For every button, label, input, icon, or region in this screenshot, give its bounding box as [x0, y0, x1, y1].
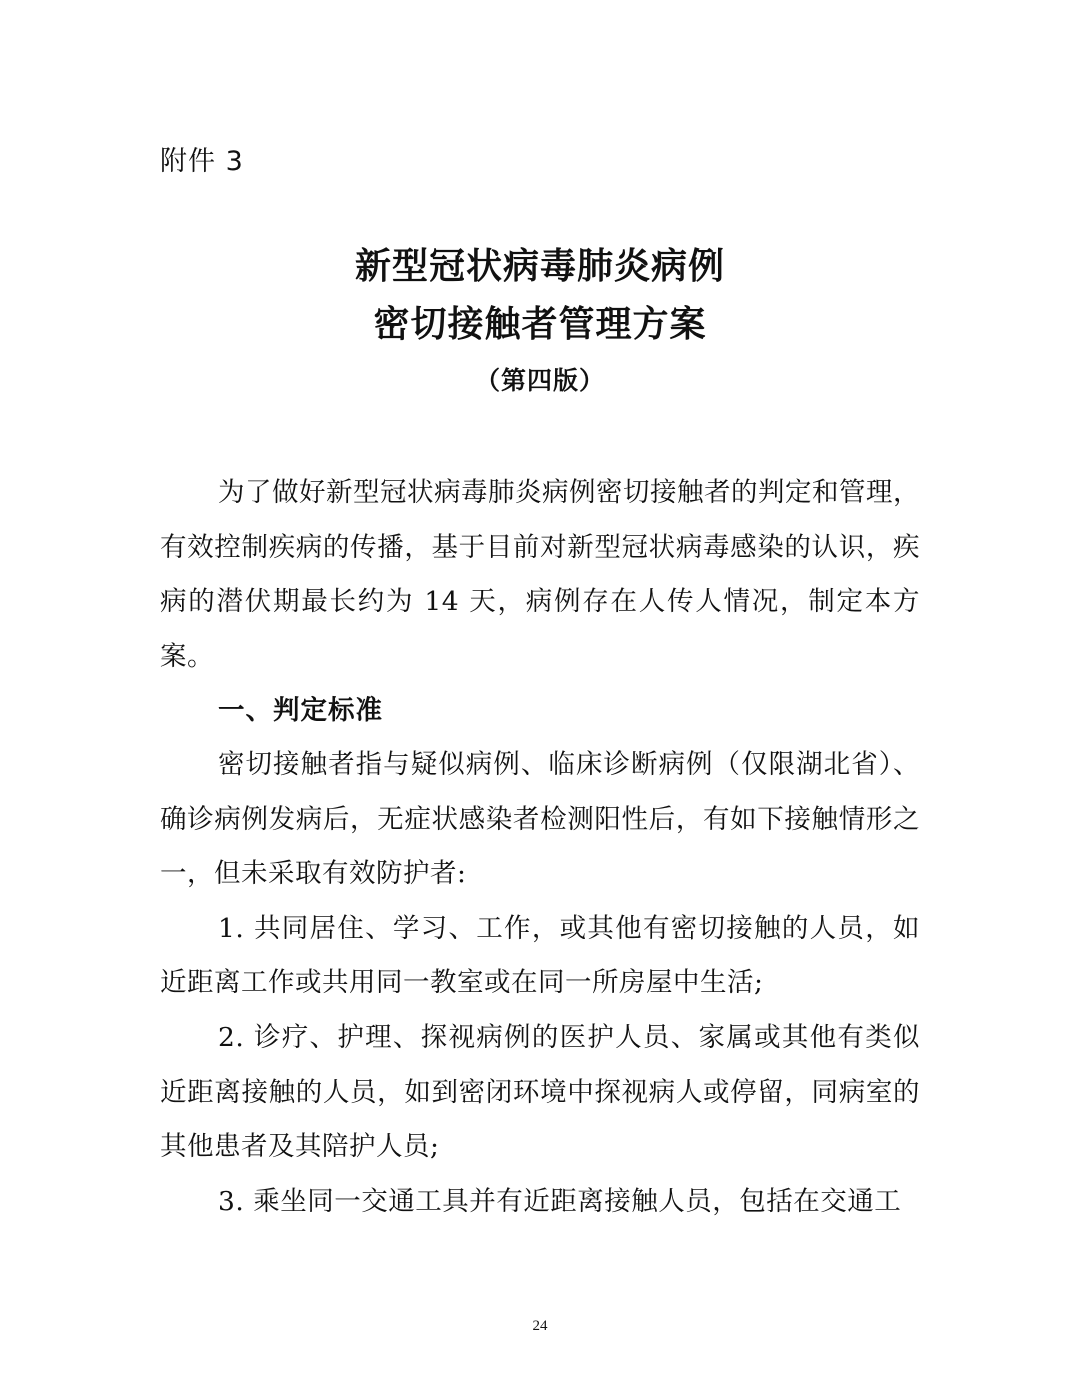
document-title-line-2: 密切接触者管理方案: [373, 303, 707, 345]
criteria-item-3: 3. 乘坐同一交通工具并有近距离接触人员，包括在交通工: [218, 1185, 902, 1217]
criteria-item-1: 1. 共同居住、学习、工作，或其他有密切接触的人员，如近距离工作或共用同一教室或在同一所房屋中生活;: [160, 912, 920, 999]
attachment-label: 附件 3: [160, 146, 244, 177]
criteria-item-2: 2. 诊疗、护理、探视病例的医护人员、家属或其他有类似近距离接触的人员，如到密闭环境中探视病人或停留，同病室的其他患者及其陪护人员;: [160, 1021, 920, 1163]
criteria-definition-paragraph: 密切接触者指与疑似病例、临床诊断病例（仅限湖北省）、确诊病例发病后，无症状感染者检测阳性后，有如下接触情形之一，但未采取有效防护者:: [160, 749, 920, 890]
document-title-line-1: 新型冠状病毒肺炎病例: [354, 245, 725, 287]
intro-section: [160, 466, 920, 684]
section-heading-criteria: 一、判定标准: [218, 695, 383, 726]
page-number: 24: [532, 1318, 548, 1334]
intro-paragraph: 为了做好新型冠状病毒肺炎病例密切接触者的判定和管理，有效控制疾病的传播，基于目前对新型冠状病毒感染的认识，疾病的潜伏期最长约为 14 天，病例存在人传人情况，制定本方案。: [160, 477, 920, 672]
criteria-section: [160, 738, 920, 1229]
edition-label: （第四版）: [474, 366, 605, 395]
